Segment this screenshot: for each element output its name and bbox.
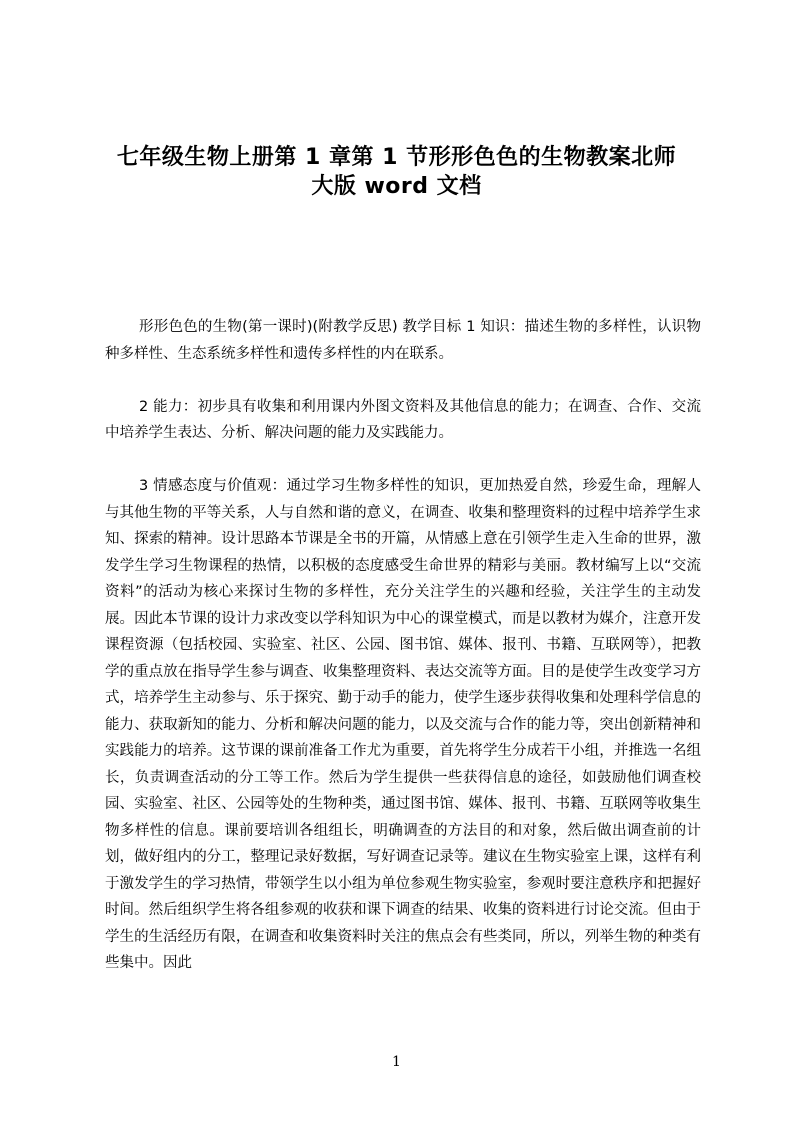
- paragraph-ability: 2 能力：初步具有收集和利用课内外图文资料及其他信息的能力；在调查、合作、交流中培养学生表达、分析、解决问题的能力及实践能力。: [105, 398, 701, 441]
- title-line-1: 七年级生物上册第 1 章第 1 节形形色色的生物教案北师: [116, 145, 677, 170]
- paragraph-attitude: 3 情感态度与价值观：通过学习生物多样性的知识，更加热爱自然，珍爱生命，理解人与其他生物的平等关系，人与自然和谐的意义，在调查、收集和整理资料的过程中培养学生求知、探索的精神。设计思路本节课是全书的开篇，从情感上意在引领学生走入生命的世界，激发学生学习生物课程的热情，以积极的态度感受生命世界的精彩与美丽。教材编写上以“交流资料”的活动为核心来探讨生物的多样性，充分关注学生的兴趣和经验，关注学生的主动发展。因此本节课的设计力求改变以学科知识为中心的课堂模式，而是以教材为媒介，注意开发课程资源（包括校园、实验室、社区、公园、图书馆、媒体、报刊、书籍、互联网等），把教学的重点放在指导学生参与调查、收集整理资料、表达交流等方面。目的是使学生改变学习方式，培养学生主动参与、乐于探究、勤于动手的能力，使学生逐步获得收集和处理科学信息的能力、获取新知的能力、分析和解决问题的能力，以及交流与合作的能力等，突出创新精神和实践能力的培养。这节课的课前准备工作尤为重要，首先将学生分成若干小组，并推选一名组长，负责调查活动的分工等工作。然后为学生提供一些获得信息的途径，如鼓励他们调查校园、实验室、社区、公园等处的生物种类，通过图书馆、媒体、报刊、书籍、互联网等收集生物多样性的信息。课前要培训各组组长，明确调查的方法目的和对象，然后做出调查前的计划，做好组内的分工，整理记录好数据，写好调查记录等。建议在生物实验室上课，这样有利于激发学生的学习热情，带领学生以小组为单位参观生物实验室，参观时要注意秩序和把握好时间。然后组织学生将各组参观的收获和课下调查的结果、收集的资料进行讨论交流。但由于学生的生活经历有限，在调查和收集资料时关注的焦点会有些类同，所以，列举生物的种类有些集中。因此: [105, 478, 701, 971]
- document-body: [105, 314, 701, 977]
- document-title: [90, 143, 703, 201]
- paragraph-knowledge: 形形色色的生物(第一课时)(附教学反思) 教学目标 1 知识：描述生物的多样性，认识物种多样性、生态系统多样性和遗传多样性的内在联系。: [105, 319, 701, 362]
- page-number: 1: [392, 1054, 401, 1070]
- title-line-2: 大版 word 文档: [311, 174, 482, 199]
